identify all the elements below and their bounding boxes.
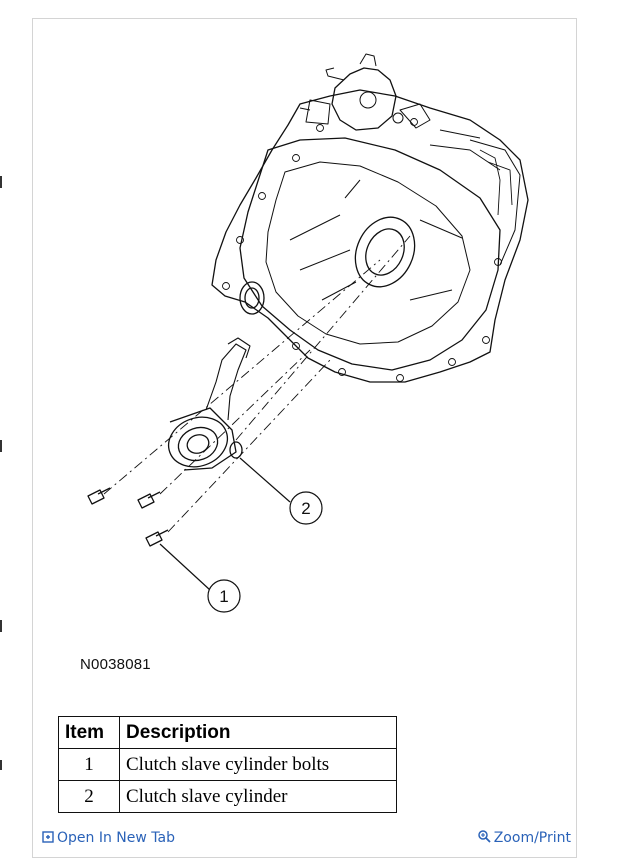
transmission-illustration <box>60 40 540 640</box>
table-row <box>59 781 397 813</box>
item-description: Clutch slave cylinder bolts <box>120 749 397 781</box>
bolt-middle <box>138 492 160 508</box>
callout-2-label: 2 <box>301 499 311 518</box>
page-edge-marks <box>0 0 3 843</box>
shift-tower <box>332 68 396 130</box>
transmission-case <box>212 90 528 382</box>
item-number: 1 <box>59 749 120 781</box>
description-header: Description <box>120 717 397 749</box>
bolt-left <box>88 488 110 504</box>
open-in-new-tab-label: Open In New Tab <box>57 830 175 846</box>
bolt-lower <box>146 530 168 546</box>
legend-table <box>58 716 397 813</box>
item-description: Clutch slave cylinder <box>120 781 397 813</box>
magnifier-icon <box>478 830 491 843</box>
zoom-print-link[interactable] <box>478 830 571 846</box>
item-number: 2 <box>59 781 120 813</box>
open-new-tab-icon <box>42 831 54 843</box>
figure-id: N0038081 <box>80 656 151 673</box>
legend-header-row <box>59 717 397 749</box>
table-row <box>59 749 397 781</box>
open-in-new-tab-link[interactable] <box>42 830 175 846</box>
zoom-print-label: Zoom/Print <box>493 830 571 846</box>
clutch-slave-cylinder <box>162 338 250 475</box>
callout-1-label: 1 <box>219 587 229 606</box>
item-header: Item <box>59 717 120 749</box>
footer-bar <box>32 826 577 846</box>
